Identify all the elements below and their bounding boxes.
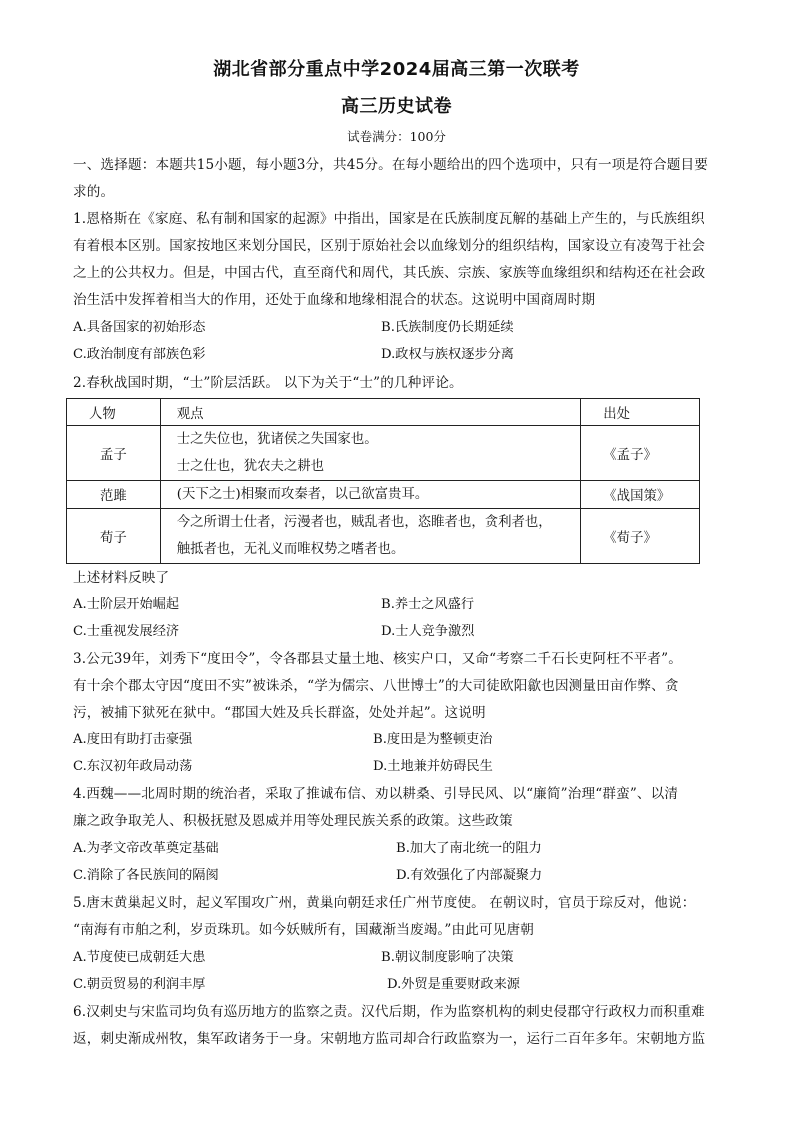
table-view-line: (天下之士)相聚而攻秦者，以己欲富贵耳。 [176, 487, 429, 502]
section-instruction-line: 一、选择题：本题共15小题，每小题3分，共45分。在每小题给出的四个选项中，只有一项是符合题目要 [73, 157, 708, 173]
table-cell-person: 荀子 [67, 509, 161, 564]
q3-stem-line: 有十余个郡太守因“度田不实”被诛杀，“学为儒宗、八世博士”的大司徒欧阳歙也因测量田亩作弊、贪 [73, 678, 679, 694]
table-cell-source: 《战国策》 [581, 481, 700, 509]
exam-subtitle: 高三历史试卷 [341, 96, 452, 117]
q5-option-b: B.朝议制度影响了决策 [381, 950, 514, 965]
q3-option-b: B.度田是为整顿吏治 [373, 732, 493, 747]
table-cell-person: 范雎 [67, 481, 161, 509]
q5-stem-line: “南海有市舶之利，岁贡珠玑。如今妖贼所有，国藏渐当废竭。”由此可见唐朝 [73, 922, 534, 938]
q4-option-d: D.有效强化了内部凝聚力 [396, 868, 543, 883]
q5-stem-line: 5.唐末黄巢起义时，起义军围攻广州，黄巢向朝廷求任广州节度使。 在朝议时，官员于琮反对，他说： [73, 895, 696, 911]
table-header-cell: 人物 [67, 399, 161, 426]
q2-option-c: C.士重视发展经济 [73, 624, 180, 639]
q1-stem-line: 有着根本区别。国家按地区来划分国民，区别于原始社会以血缘划分的组织结构，国家设立有凌驾于社会 [73, 238, 706, 254]
q2-option-d: D.士人竞争激烈 [381, 624, 475, 639]
table-cell-views [160, 509, 581, 564]
q3-option-d: D.土地兼并妨碍民生 [373, 759, 493, 774]
q4-option-a: A.为孝文帝改革奠定基础 [73, 841, 219, 856]
q5-option-d: D.外贸是重要财政来源 [387, 977, 520, 992]
table-header-row [67, 399, 700, 426]
q5-option-a: A.节度使已成朝廷大患 [73, 950, 206, 965]
q1-stem-line: 之上的公共权力。但是，中国古代，直至商代和周代，其氏族、宗族、家族等血缘组织和结构还在社会政 [73, 265, 706, 281]
exam-title: 湖北省部分重点中学2024届高三第一次联考 [213, 59, 580, 80]
score-note: 试卷满分：100分 [347, 129, 446, 144]
q1-stem-line: 治生活中发挥着相当大的作用，还处于血缘和地缘相混合的状态。这说明中国商周时期 [73, 292, 596, 308]
table-cell-views [160, 481, 581, 509]
q1-stem-line: 1.恩格斯在《家庭、私有制和国家的起源》中指出，国家是在氏族制度瓦解的基础上产生的，与氏族组织 [73, 211, 705, 227]
q1-option-a: A.具备国家的初始形态 [73, 320, 206, 335]
table-cell-source: 《孟子》 [581, 426, 700, 481]
q1-option-d: D.政权与族权逐步分离 [381, 347, 514, 362]
q5-option-c: C.朝贡贸易的利润丰厚 [73, 977, 206, 992]
q1-option-b: B.氏族制度仍长期延续 [381, 320, 514, 335]
q4-stem-line: 4.西魏——北周时期的统治者，采取了推诚布信、劝以耕桑、引导民风、以“廉简”治理“群蛮”、以清 [73, 786, 679, 802]
q4-option-c: C.消除了各民族间的隔阂 [73, 868, 219, 883]
section-instruction-line: 求的。 [73, 184, 115, 200]
table-view-line: 触抵者也，无礼义而唯权势之嗜者也。 [176, 542, 405, 557]
q6-stem-line: 返，刺史渐成州牧，集军政诸务于一身。宋朝地方监司却合行政监察为一，运行二百年多年。宋朝地方监 [73, 1031, 706, 1047]
q2-after-line: 上述材料反映了 [73, 570, 170, 586]
q2-table [66, 398, 700, 564]
q2-stem-line: 2.春秋战国时期，“士”阶层活跃。 以下为关于“士”的几种评论。 [73, 375, 463, 391]
table-header-cell: 出处 [581, 399, 700, 426]
q6-stem-line: 6.汉刺史与宋监司均负有巡历地方的监察之责。汉代后期，作为监察机构的刺史侵郡守行政权力而积重难 [73, 1004, 705, 1020]
table-header-cell: 观点 [160, 399, 581, 426]
table-cell-person: 孟子 [67, 426, 161, 481]
q3-option-a: A.度田有助打击豪强 [73, 732, 193, 747]
q4-stem-line: 廉之政争取羌人、积极抚慰及恩威并用等处理民族关系的政策。这些政策 [73, 813, 513, 829]
q2-option-a: A.士阶层开始崛起 [73, 597, 180, 612]
table-view-line: 士之失位也，犹诸侯之失国家也。 [176, 432, 378, 447]
q2-option-b: B.养士之风盛行 [381, 597, 475, 612]
table-row [67, 426, 700, 481]
table-row [67, 509, 700, 564]
q4-option-b: B.加大了南北统一的阻力 [396, 841, 542, 856]
table-view-line: 今之所谓士仕者，污漫者也，贼乱者也，恣睢者也，贪利者也， [176, 515, 552, 530]
table-row [67, 481, 700, 509]
table-cell-views [160, 426, 581, 481]
q3-stem-line: 污，被捕下狱死在狱中。“郡国大姓及兵长群盗，处处并起”。这说明 [73, 705, 486, 721]
table-cell-source: 《荀子》 [581, 509, 700, 564]
q3-stem-line: 3.公元39年，刘秀下“度田令”，令各郡县丈量土地、核实户口，又命“考察二千石长吏阿枉不平者”。 [73, 651, 683, 667]
q1-option-c: C.政治制度有部族色彩 [73, 347, 206, 362]
q3-option-c: C.东汉初年政局动荡 [73, 759, 193, 774]
table-view-line: 士之仕也，犹农夫之耕也 [176, 459, 325, 474]
